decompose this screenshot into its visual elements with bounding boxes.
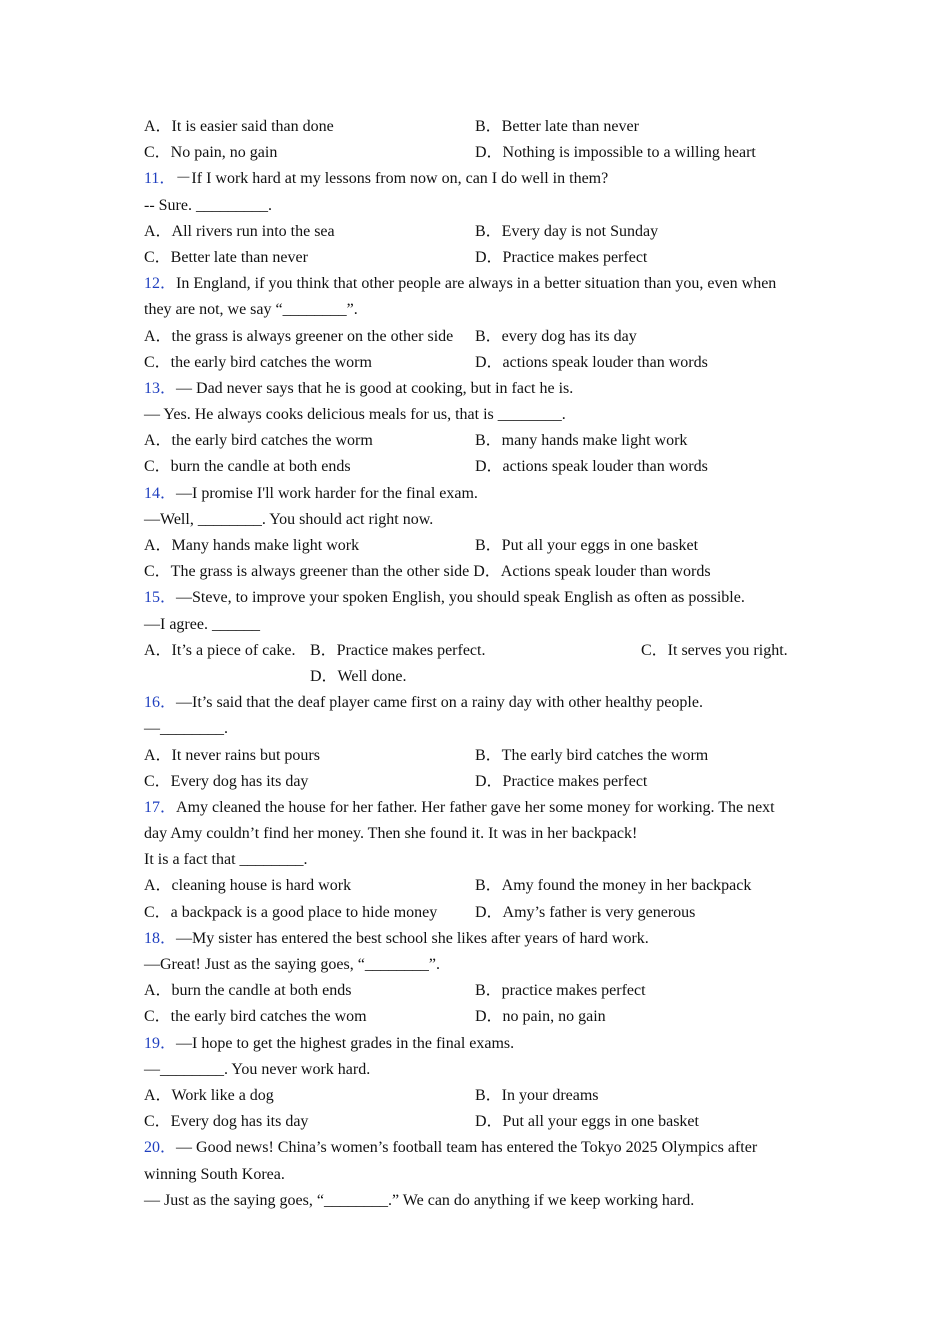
q17-option-c[interactable]: C．a backpack is a good place to hide money	[144, 903, 438, 921]
q11-option-a[interactable]: A．All rivers run into the sea	[144, 222, 335, 240]
q14-stem-line-1	[144, 481, 814, 507]
q10-options-row-2	[144, 140, 814, 166]
q11-number: 11．	[144, 170, 176, 188]
q19-options-row-2	[144, 1109, 814, 1135]
q20-stem-text-1: — Good news! China’s women’s football team has entered the Tokyo 2025 Olympics after	[176, 1139, 758, 1157]
q15-options-row-1	[144, 638, 814, 664]
q14-option-a[interactable]: A．Many hands make light work	[144, 537, 360, 554]
q11-option-b[interactable]: B．Every day is not Sunday	[475, 222, 659, 240]
q14-number: 14．	[144, 484, 177, 502]
q11-options-row-2	[144, 245, 814, 271]
q18-stem-line-2: —Great! Just as the saying goes, “________”.	[144, 956, 440, 973]
q15-option-a[interactable]: A．It’s a piece of cake.	[144, 641, 296, 659]
q15-option-d[interactable]: D．Well done.	[310, 667, 407, 685]
q16-options-row-1	[144, 743, 814, 769]
q11-stem-text-1: －If I work hard at my lessons from now on, can I do well in them?	[175, 170, 609, 188]
q12-option-b[interactable]: B．every dog has its day	[475, 327, 637, 345]
q10-option-b[interactable]: B．Better late than never	[475, 118, 639, 135]
q15-stem-line-1	[144, 585, 814, 611]
q20-stem-line-2: winning South Korea.	[144, 1165, 285, 1183]
q16-stem-line-1	[144, 690, 814, 716]
q13-option-b[interactable]: B．many hands make light work	[475, 432, 688, 450]
q16-option-b[interactable]: B．The early bird catches the worm	[475, 746, 709, 764]
q19-stem-text-1: —I hope to get the highest grades in the final exams.	[176, 1034, 515, 1052]
q17-option-d[interactable]: D．Amy’s father is very generous	[475, 903, 696, 921]
q20-stem-line-1	[144, 1135, 814, 1161]
q14-option-b[interactable]: B．Put all your eggs in one basket	[475, 537, 699, 554]
q19-stem-line-1	[144, 1031, 814, 1057]
q13-option-a[interactable]: A．the early bird catches the worm	[144, 432, 373, 450]
q15-stem-text-1: —Steve, to improve your spoken English, you should speak English as often as possible.	[176, 589, 745, 607]
q18-stem-text-1: —My sister has entered the best school she likes after years of hard work.	[176, 929, 649, 947]
q13-stem-line-1	[144, 376, 814, 402]
q11-option-c[interactable]: C．Better late than never	[144, 248, 308, 266]
q19-option-c[interactable]: C．Every dog has its day	[144, 1113, 309, 1131]
q13-options-row-1	[144, 428, 814, 454]
q19-stem-line-2: —________. You never work hard.	[144, 1060, 371, 1078]
q17-stem-line-1	[144, 795, 814, 821]
q10-option-a[interactable]: A．It is easier said than done	[144, 118, 334, 135]
q17-option-a[interactable]: A．cleaning house is hard work	[144, 877, 352, 895]
q16-option-a[interactable]: A．It never rains but pours	[144, 746, 320, 764]
q19-option-d[interactable]: D．Put all your eggs in one basket	[475, 1113, 699, 1131]
q16-stem-line-2: —________.	[144, 720, 228, 738]
q15-option-b[interactable]: B．Practice makes perfect.	[310, 641, 486, 659]
q11-stem-line-1	[144, 166, 814, 192]
q12-options-row-1	[144, 324, 814, 350]
q10-option-c[interactable]: C．No pain, no gain	[144, 144, 278, 162]
q19-option-b[interactable]: B．In your dreams	[475, 1086, 599, 1104]
q15-option-c[interactable]: C．It serves you right.	[641, 641, 788, 659]
q12-option-a[interactable]: A．the grass is always greener on the other side	[144, 327, 454, 345]
q15-options-row-2	[144, 664, 814, 690]
q12-stem-line-2: they are not, we say “________”.	[144, 301, 358, 319]
q19-options-row-1	[144, 1083, 814, 1109]
q13-stem-line-2: — Yes. He always cooks delicious meals for us, that is ________.	[144, 406, 566, 424]
q19-option-a[interactable]: A．Work like a dog	[144, 1086, 274, 1104]
q18-option-b[interactable]: B．practice makes perfect	[475, 982, 646, 1000]
q15-number: 15．	[144, 589, 177, 607]
q17-options-row-1	[144, 873, 814, 899]
q18-number: 18．	[144, 929, 177, 947]
worksheet-page	[144, 114, 814, 1214]
q13-number: 13．	[144, 379, 177, 397]
q14-options-row-1	[144, 533, 814, 559]
q12-option-c[interactable]: C．the early bird catches the worm	[144, 353, 372, 371]
q14-stem-text-1: —I promise I'll work harder for the final exam.	[176, 484, 478, 502]
q10-option-d[interactable]: D．Nothing is impossible to a willing heart	[475, 144, 756, 162]
q16-stem-text-1: —It’s said that the deaf player came first on a rainy day with other healthy people.	[176, 694, 703, 712]
q17-options-row-2	[144, 900, 814, 926]
q14-option-c[interactable]: C．The grass is always greener than the other side	[144, 563, 470, 581]
q16-number: 16．	[144, 694, 177, 712]
q18-option-d[interactable]: D．no pain, no gain	[475, 1008, 606, 1026]
q13-stem-text-1: — Dad never says that he is good at cooking, but in fact he is.	[176, 379, 574, 397]
q17-stem-line-2: day Amy couldn’t find her money. Then she found it. It was in her backpack!	[144, 825, 638, 843]
q13-option-c[interactable]: C．burn the candle at both ends	[144, 458, 351, 476]
q18-stem-line-1	[144, 926, 814, 952]
q11-option-d[interactable]: D．Practice makes perfect	[475, 248, 648, 266]
q10-options-row-1	[144, 114, 814, 140]
q17-option-b[interactable]: B．Amy found the money in her backpack	[475, 877, 752, 895]
q18-option-c[interactable]: C．the early bird catches the wom	[144, 1008, 367, 1026]
q20-stem-line-3: — Just as the saying goes, “________.” We can do anything if we keep working hard.	[144, 1191, 695, 1209]
q12-stem-text-1: In England, if you think that other people are always in a better situation than you, even when	[176, 275, 777, 293]
q18-options-row-1	[144, 978, 814, 1004]
q15-stem-line-2: —I agree. ______	[144, 615, 260, 633]
q12-option-d[interactable]: D．actions speak louder than words	[475, 353, 708, 371]
q17-stem-text-1: Amy cleaned the house for her father. Her father gave her some money for working. The next	[176, 798, 775, 816]
q18-options-row-2	[144, 1004, 814, 1030]
q12-stem-line-1	[144, 271, 814, 297]
q11-options-row-1	[144, 219, 814, 245]
q16-option-d[interactable]: D．Practice makes perfect	[475, 772, 648, 790]
q18-option-a[interactable]: A．burn the candle at both ends	[144, 982, 352, 1000]
q17-stem-line-3: It is a fact that ________.	[144, 851, 308, 869]
q19-number: 19．	[144, 1034, 177, 1052]
q11-stem-line-2: -- Sure. _________.	[144, 196, 272, 214]
q13-option-d[interactable]: D．actions speak louder than words	[475, 458, 708, 476]
q14-stem-line-2: —Well, ________. You should act right now.	[144, 510, 434, 528]
q16-options-row-2	[144, 769, 814, 795]
q14-option-d[interactable]: D．Actions speak louder than words	[473, 563, 711, 581]
q14-options-row-2	[144, 559, 814, 585]
q12-options-row-2	[144, 350, 814, 376]
q12-number: 12．	[144, 275, 177, 293]
q13-options-row-2	[144, 454, 814, 480]
q20-number: 20．	[144, 1139, 177, 1157]
q16-option-c[interactable]: C．Every dog has its day	[144, 772, 309, 790]
q17-number: 17．	[144, 798, 177, 816]
